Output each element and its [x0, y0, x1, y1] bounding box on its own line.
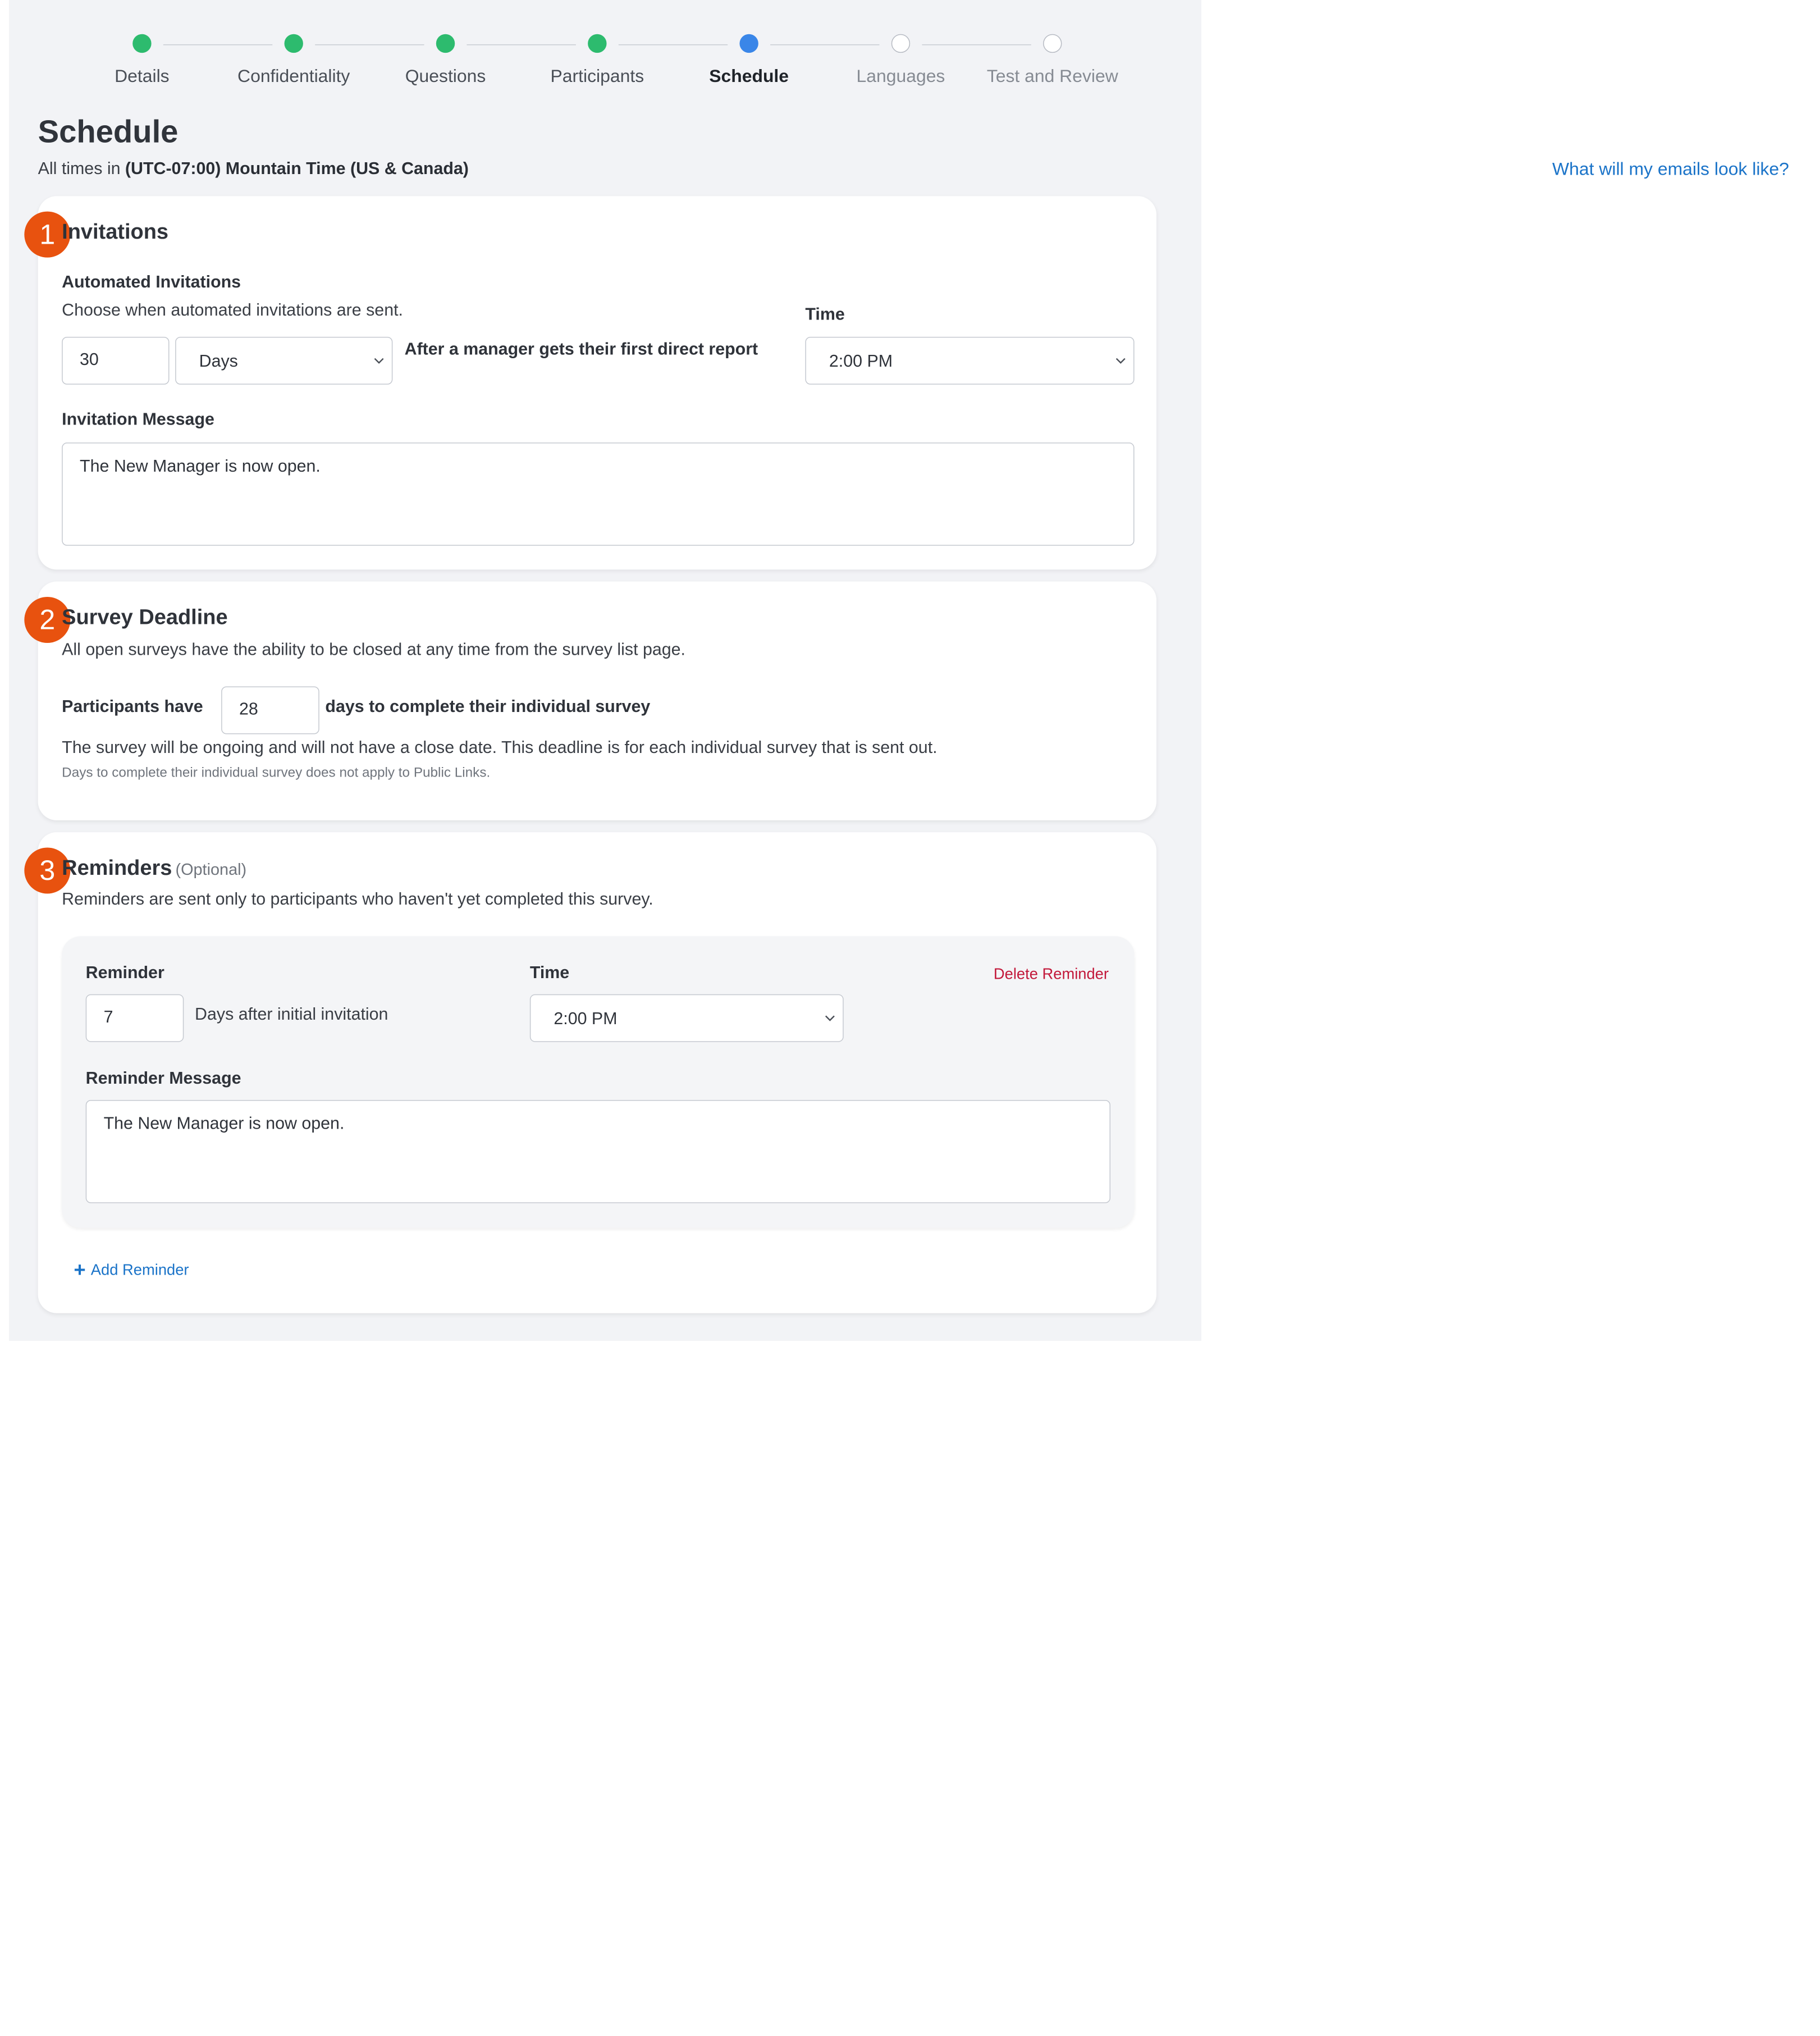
- public-links-note: Days to complete their individual survey does not apply to Public Links.: [62, 765, 491, 780]
- reminder-message-textarea[interactable]: The New Manager is now open.: [86, 1100, 1110, 1203]
- reminders-title-text: Reminders: [62, 856, 172, 880]
- deadline-note: The survey will be ongoing and will not have a close date. This deadline is for each individual survey that is sent out.: [62, 738, 938, 757]
- page-title: Schedule: [38, 114, 179, 149]
- progress-stepper: [9, 0, 1201, 102]
- step-details[interactable]: Details: [115, 66, 170, 86]
- delete-reminder-button[interactable]: Delete Reminder: [993, 965, 1109, 983]
- survey-deadline-card: [38, 582, 1156, 820]
- add-reminder-label: Add Reminder: [90, 1261, 189, 1279]
- reminder-time-label: Time: [529, 964, 570, 983]
- deadline-suffix-label: days to complete their individual survey: [325, 697, 651, 716]
- page: [9, 0, 1789, 1341]
- step-connector: [922, 44, 1031, 45]
- step-connector: [163, 44, 272, 45]
- timezone-value: (UTC-07:00) Mountain Time (US & Canada): [125, 159, 469, 179]
- automated-invitations-desc: Choose when automated invitations are sent.: [62, 301, 403, 320]
- invitation-unit-select[interactable]: [175, 337, 392, 385]
- step-complete-icon: [132, 34, 151, 53]
- invitation-time-label: Time: [805, 305, 845, 325]
- invitation-time-value: 2:00 PM: [829, 352, 893, 371]
- step-pending-icon: [891, 34, 910, 53]
- step-confidentiality[interactable]: Confidentiality: [237, 66, 350, 86]
- plus-icon: +: [74, 1258, 86, 1282]
- invitation-message-textarea[interactable]: The New Manager is now open.: [62, 442, 1134, 546]
- timezone-prefix: All times in: [38, 159, 125, 179]
- reminder-label: Reminder: [85, 964, 164, 983]
- reminders-title: [62, 856, 246, 881]
- reminder-time-select[interactable]: [530, 994, 844, 1042]
- step-current-icon: [739, 34, 758, 53]
- invitations-title: Invitations: [62, 220, 169, 244]
- deadline-days-input[interactable]: 28: [221, 686, 319, 734]
- reminder-days-input[interactable]: 7: [86, 994, 184, 1042]
- survey-deadline-desc: All open surveys have the ability to be closed at any time from the survey list page.: [62, 640, 685, 659]
- step-number-badge: 1: [24, 212, 70, 258]
- step-connector: [315, 44, 424, 45]
- timezone-info: [38, 159, 469, 179]
- step-test-and-review[interactable]: Test and Review: [986, 66, 1118, 86]
- invitations-card: [38, 196, 1156, 569]
- email-preview-link[interactable]: What will my emails look like?: [1552, 159, 1789, 179]
- reminder-item: [62, 936, 1134, 1227]
- invitation-message-label: Invitation Message: [62, 410, 214, 429]
- step-number-badge: 2: [24, 597, 70, 643]
- step-connector: [770, 44, 879, 45]
- step-connector: [619, 44, 728, 45]
- step-languages[interactable]: Languages: [856, 66, 945, 86]
- step-complete-icon: [436, 34, 455, 53]
- add-reminder-button[interactable]: [74, 1258, 189, 1282]
- step-connector: [467, 44, 575, 45]
- invitation-trigger-text: After a manager gets their first direct report: [404, 340, 758, 359]
- chevron-down-icon: [824, 1012, 836, 1024]
- reminder-days-text: Days after initial invitation: [195, 1005, 388, 1024]
- step-pending-icon: [1043, 34, 1062, 53]
- survey-deadline-title: Survey Deadline: [62, 605, 228, 629]
- reminder-time-value: 2:00 PM: [554, 1010, 618, 1029]
- automated-invitations-label: Automated Invitations: [62, 272, 241, 292]
- reminders-desc: Reminders are sent only to participants who haven't yet completed this survey.: [62, 890, 653, 909]
- invitation-time-select[interactable]: [805, 337, 1134, 385]
- optional-tag: (Optional): [175, 861, 247, 879]
- step-schedule[interactable]: Schedule: [709, 66, 789, 86]
- invitation-offset-input[interactable]: 30: [62, 337, 169, 385]
- step-complete-icon: [285, 34, 303, 53]
- reminders-card: [38, 832, 1156, 1313]
- invitation-unit-value: Days: [199, 352, 238, 371]
- participants-have-label: Participants have: [62, 697, 203, 716]
- step-complete-icon: [588, 34, 606, 53]
- chevron-down-icon: [1115, 355, 1127, 367]
- chevron-down-icon: [373, 355, 385, 367]
- reminder-message-label: Reminder Message: [85, 1069, 241, 1088]
- step-questions[interactable]: Questions: [405, 66, 486, 86]
- step-participants[interactable]: Participants: [550, 66, 644, 86]
- step-number-badge: 3: [24, 847, 70, 893]
